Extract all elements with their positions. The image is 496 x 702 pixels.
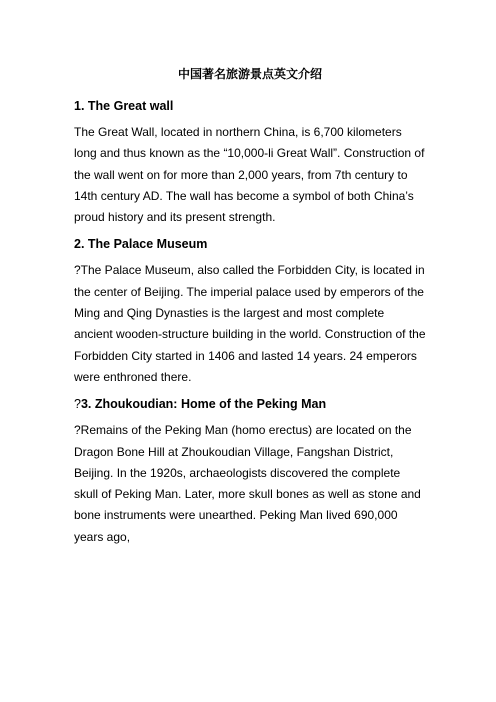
section-heading-prefix: ? (74, 397, 81, 412)
section-body-palace-museum: ?The Palace Museum, also called the Forbidden City, is located in the center of Beijing. The imperial palace used by emperors of the Ming and Qing Dynasties is the largest and most complete ancient wooden-structure building in the world. Construction of the Forbidden City started in 1406 and lasted 14 years. 24 emperors were enthroned there. (74, 263, 426, 384)
section-body-great-wall: The Great Wall, located in northern China, is 6,700 kilometers long and thus known as the “10,000-li Great Wall”. Construction of the wall went on for more than 2,000 years, from 7th century to 14th century AD. The wall has become a symbol of both China’s proud history and its present strength. (74, 125, 425, 225)
section-body-zhoukoudian: ?Remains of the Peking Man (homo erectus) are located on the Dragon Bone Hill at Zhoukoudian Village, Fangshan District, Beijing. In the 1920s, archaeologists discovered the complete skull of Peking Man. Later, more skull bones as well as stone and bone instruments were unearthed. Peking Man lived 690,000 years ago, (74, 423, 421, 544)
section-heading-zhoukoudian (74, 396, 426, 412)
document-page (74, 66, 426, 556)
section-heading-great-wall: 1. The Great wall (74, 99, 174, 113)
section-heading-text: 3. Zhoukoudian: Home of the Peking Man (80, 397, 327, 412)
section-heading-palace-museum: 2. The Palace Museum (74, 237, 208, 252)
document-title: 中国著名旅游景点英文介绍 (177, 67, 322, 81)
